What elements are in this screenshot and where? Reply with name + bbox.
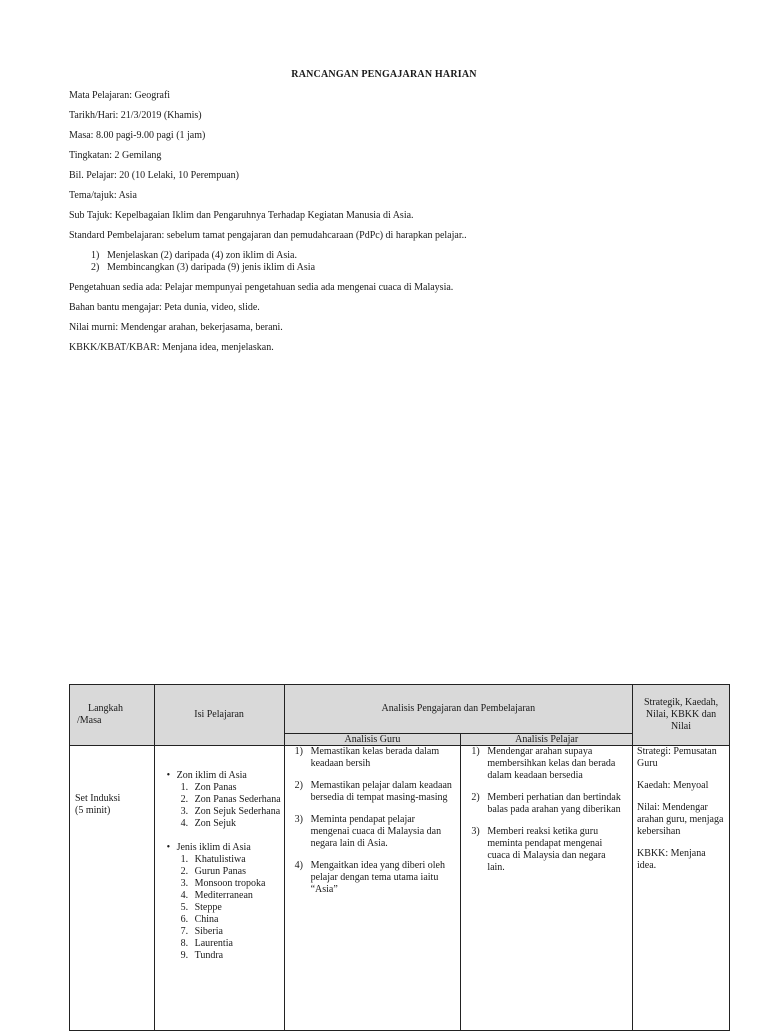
header-strategik: Strategik, Kaedah, Nilai, KBKK dan Nilai bbox=[633, 685, 730, 746]
spacer bbox=[291, 804, 455, 814]
list-item bbox=[181, 926, 282, 938]
spacer bbox=[161, 830, 282, 842]
guru-item bbox=[291, 814, 455, 850]
pelajar-text: Memberi perhatian dan bertindak balas pada arahan yang diberikan bbox=[487, 792, 621, 815]
field-tingkatan: Tingkatan: 2 Gemilang bbox=[69, 150, 162, 161]
list-item bbox=[181, 854, 282, 866]
guru-number: 4) bbox=[294, 860, 303, 871]
header-langkah-line2: /Masa bbox=[77, 715, 102, 726]
list-text: Monsoon tropoka bbox=[194, 878, 266, 889]
list-number: 4. bbox=[180, 890, 189, 901]
pelajar-item bbox=[467, 826, 626, 874]
pelajar-text: Memberi reaksi ketika guru meminta pendapat mengenai cuaca di Malaysia dan negara lain. bbox=[487, 826, 606, 873]
list-item bbox=[181, 902, 282, 914]
pelajar-item bbox=[467, 746, 626, 782]
field-kbkk: KBKK/KBAT/KBAR: Menjana idea, menjelaskan. bbox=[69, 342, 274, 353]
header-analisis: Analisis Pengajaran dan Pembelajaran bbox=[284, 685, 632, 734]
list-text: Tundra bbox=[194, 950, 224, 961]
pelajar-text: Mendengar arahan supaya membersihkan kelas dan berada dalam keadaan bersedia bbox=[487, 746, 616, 781]
langkah-line2: (5 minit) bbox=[75, 805, 111, 816]
field-masa: Masa: 8.00 pagi-9.00 pagi (1 jam) bbox=[69, 130, 206, 141]
zon-heading: • Zon iklim di Asia bbox=[161, 770, 282, 782]
pelajar-number: 3) bbox=[471, 826, 480, 837]
objective-item bbox=[91, 262, 315, 274]
cell-isi-pelajaran bbox=[154, 746, 284, 1031]
list-number: 1. bbox=[180, 782, 189, 793]
guru-item bbox=[291, 860, 455, 896]
strategi-text: Strategi: Pemusatan Guru bbox=[637, 746, 717, 769]
objective-item bbox=[91, 250, 297, 262]
list-text: Zon Sejuk Sederhana bbox=[194, 806, 281, 817]
list-item bbox=[181, 878, 282, 890]
table-header-row bbox=[70, 685, 730, 734]
spacer bbox=[467, 816, 626, 826]
objective-text: Menjelaskan (2) daripada (4) zon iklim di Asia. bbox=[107, 250, 297, 261]
objective-number: 2) bbox=[91, 262, 100, 273]
spacer bbox=[467, 782, 626, 792]
header-langkah-line1: Langkah bbox=[88, 703, 123, 714]
cell-langkah bbox=[70, 746, 155, 1031]
list-number: 3. bbox=[180, 806, 189, 817]
list-text: China bbox=[194, 914, 219, 925]
kbkk-text: KBKK: Menjana idea. bbox=[637, 848, 706, 871]
header-langkah bbox=[70, 685, 155, 746]
jenis-heading: • Jenis iklim di Asia bbox=[161, 842, 282, 854]
list-item bbox=[181, 782, 282, 794]
list-number: 4. bbox=[180, 818, 189, 829]
pelajar-item bbox=[467, 792, 626, 816]
guru-text: Memastikan kelas berada dalam keadaan bersih bbox=[310, 746, 440, 769]
header-isi-pelajaran: Isi Pelajaran bbox=[154, 685, 284, 746]
list-item bbox=[181, 866, 282, 878]
cell-analisis-guru bbox=[284, 746, 461, 1031]
guru-item bbox=[291, 780, 455, 804]
field-bahan-bantu: Bahan bantu mengajar: Peta dunia, video, slide. bbox=[69, 302, 260, 313]
field-tarikh-hari: Tarikh/Hari: 21/3/2019 (Khamis) bbox=[69, 110, 202, 121]
list-number: 2. bbox=[180, 794, 189, 805]
field-sub-tajuk: Sub Tajuk: Kepelbagaian Iklim dan Pengaruhnya Terhadap Kegiatan Manusia di Asia. bbox=[69, 210, 414, 221]
list-item bbox=[181, 806, 282, 818]
list-item bbox=[181, 818, 282, 830]
field-tema-tajuk: Tema/tajuk: Asia bbox=[69, 190, 137, 201]
list-text: Siberia bbox=[194, 926, 223, 937]
list-text: Khatulistiwa bbox=[194, 854, 246, 865]
field-nilai-murni: Nilai murni: Mendengar arahan, bekerjasama, berani. bbox=[69, 322, 283, 333]
spacer bbox=[291, 850, 455, 860]
pelajar-number: 1) bbox=[471, 746, 480, 757]
guru-text: Meminta pendapat pelajar mengenai cuaca di Malaysia dan negara lain di Asia. bbox=[310, 814, 442, 849]
list-item bbox=[181, 938, 282, 950]
nilai-text: Nilai: Mendengar arahan guru, menjaga kebersihan bbox=[637, 802, 724, 837]
lesson-plan-table bbox=[69, 684, 730, 1031]
field-mata-pelajaran: Mata Pelajaran: Geografi bbox=[69, 90, 171, 101]
kaedah-text: Kaedah: Menyoal bbox=[637, 780, 709, 791]
guru-item bbox=[291, 746, 455, 770]
list-text: Zon Panas bbox=[194, 782, 237, 793]
guru-number: 1) bbox=[294, 746, 303, 757]
list-item bbox=[181, 914, 282, 926]
spacer bbox=[291, 770, 455, 780]
guru-number: 3) bbox=[294, 814, 303, 825]
field-pengetahuan-sedia-ada: Pengetahuan sedia ada: Pelajar mempunyai pengetahuan sedia ada mengenai cuaca di Malaysia. bbox=[69, 282, 454, 293]
header-analisis-pelajar: Analisis Pelajar bbox=[461, 734, 633, 746]
langkah-line1: Set Induksi bbox=[75, 793, 121, 804]
pelajar-number: 2) bbox=[471, 792, 480, 803]
list-text: Laurentia bbox=[194, 938, 233, 949]
list-number: 3. bbox=[180, 878, 189, 889]
guru-text: Mengaitkan idea yang diberi oleh pelajar dengan tema utama iaitu “Asia” bbox=[310, 860, 445, 895]
header-analisis-guru: Analisis Guru bbox=[284, 734, 461, 746]
list-number: 9. bbox=[180, 950, 189, 961]
list-number: 8. bbox=[180, 938, 189, 949]
list-item bbox=[181, 950, 282, 962]
objective-number: 1) bbox=[91, 250, 100, 261]
cell-strategik bbox=[633, 746, 730, 1031]
table-row bbox=[70, 746, 730, 1031]
list-number: 1. bbox=[180, 854, 189, 865]
guru-number: 2) bbox=[294, 780, 303, 791]
objective-text: Membincangkan (3) daripada (9) jenis iklim di Asia bbox=[107, 262, 316, 273]
document-title: RANCANGAN PENGAJARAN HARIAN bbox=[291, 69, 477, 80]
list-item bbox=[181, 890, 282, 902]
list-number: 5. bbox=[180, 902, 189, 913]
jenis-list bbox=[161, 854, 282, 962]
list-number: 7. bbox=[180, 926, 189, 937]
guru-text: Memastikan pelajar dalam keadaan bersedia di tempat masing-masing bbox=[310, 780, 452, 803]
list-text: Zon Sejuk bbox=[194, 818, 236, 829]
field-bil-pelajar: Bil. Pelajar: 20 (10 Lelaki, 10 Perempuan) bbox=[69, 170, 239, 181]
list-text: Zon Panas Sederhana bbox=[194, 794, 281, 805]
zon-list bbox=[161, 782, 282, 830]
list-item bbox=[181, 794, 282, 806]
list-text: Steppe bbox=[194, 902, 222, 913]
list-text: Gurun Panas bbox=[194, 866, 246, 877]
list-number: 2. bbox=[180, 866, 189, 877]
list-text: Mediterranean bbox=[194, 890, 253, 901]
field-standard-pembelajaran: Standard Pembelajaran: sebelum tamat pengajaran dan pemudahcaraan (PdPc) di harapkan pelajar.. bbox=[69, 230, 467, 241]
cell-analisis-pelajar bbox=[461, 746, 633, 1031]
list-number: 6. bbox=[180, 914, 189, 925]
